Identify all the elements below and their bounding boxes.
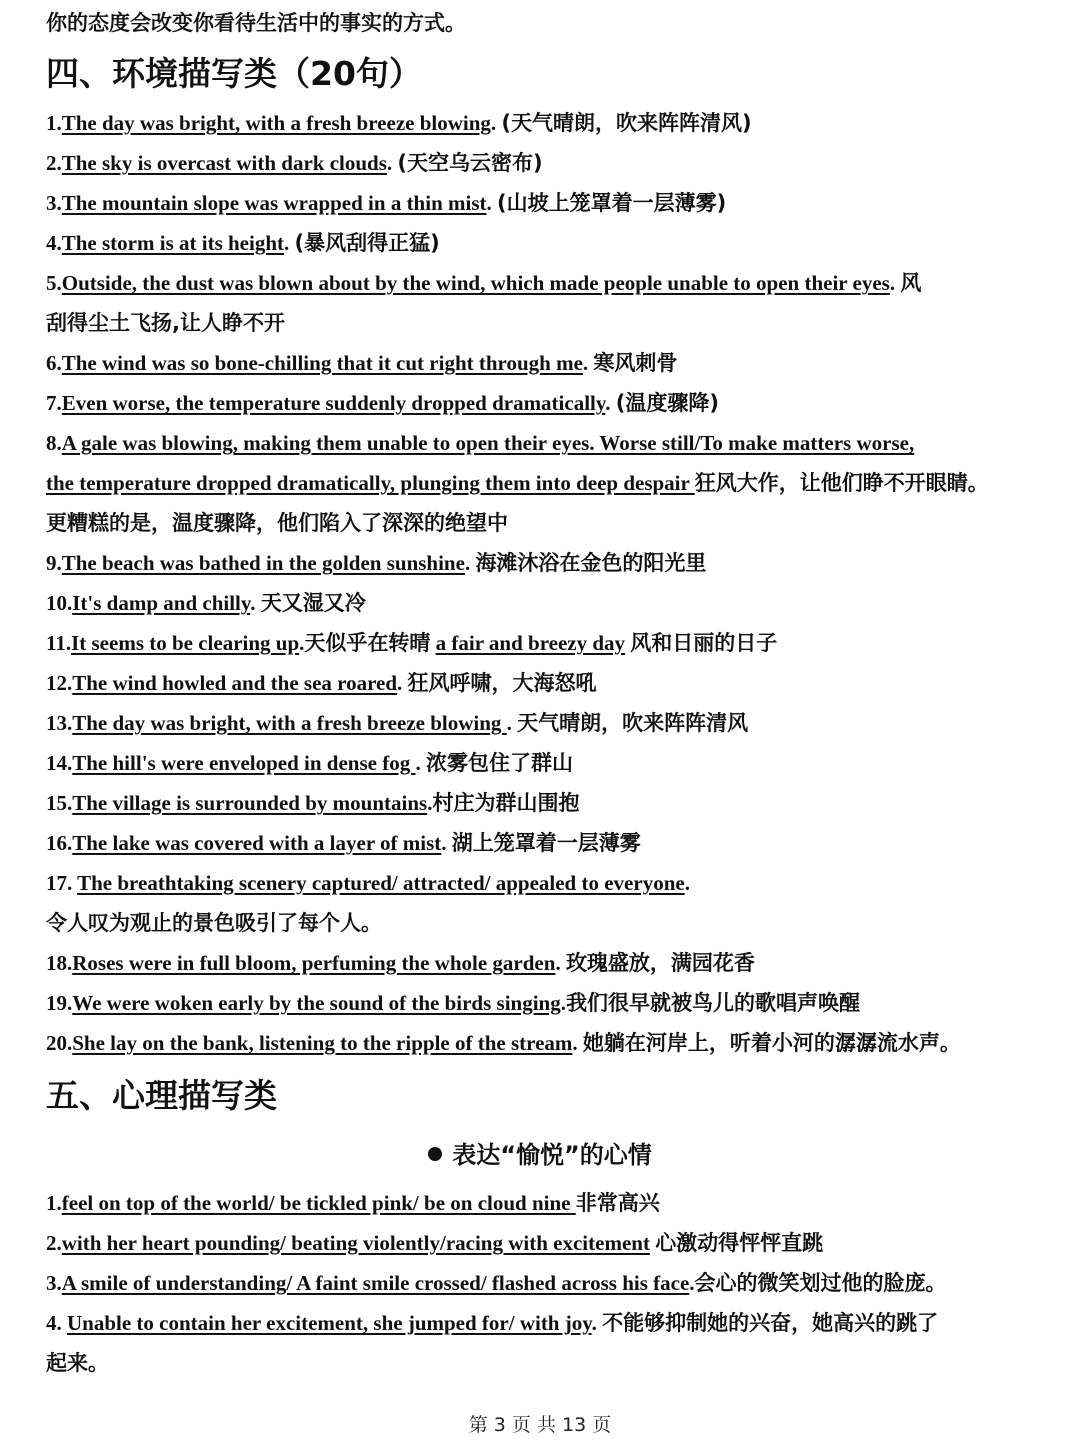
english-phrase: feel on top of the world/ be tickled pink/ be on cloud nine [61,1191,576,1215]
chinese-translation: 寒风刺骨 [593,351,678,375]
chinese-translation: 非常高兴 [575,1191,660,1215]
english-phrase: The mountain slope was wrapped in a thin mist [61,191,487,215]
punctuation: . [486,191,497,215]
punctuation: . [889,271,901,295]
english-phrase: She lay on the bank, listening to the ripple of the stream [72,1031,573,1055]
item-number: 1. [46,1191,62,1215]
english-phrase: The village is surrounded by mountains [72,791,428,815]
punctuation: . [427,791,433,815]
chinese-translation: 村庄为群山围抱 [432,791,580,815]
chinese-translation: (山坡上笼罩着一层薄雾) [497,191,727,215]
chinese-translation: (暴风刮得正猛) [294,231,440,255]
chinese-translation: 天气晴朗，吹来阵阵清风 [517,711,749,735]
english-phrase: The hill's were enveloped in dense fog [72,751,416,775]
list-item [46,988,1040,1018]
list-item [46,588,1040,618]
english-phrase: The storm is at its height [61,231,284,255]
list-item [46,388,1040,418]
chinese-translation: 刮得尘土飞扬,让人睁不开 [46,311,285,335]
list-item [46,748,1040,778]
intro-line: 你的态度会改变你看待生活中的事实的方式。 [46,11,466,35]
chinese-translation: 风和日丽的日子 [630,631,778,655]
punctuation: . [299,631,305,655]
list-item [46,1188,1040,1218]
punctuation: . [560,991,566,1015]
chinese-translation: 天又湿又冷 [260,591,366,615]
english-phrase: Unable to contain her excitement, she jumped for/ with joy [67,1311,592,1335]
item-number: 12. [46,671,73,695]
english-phrase: Outside, the dust was blown about by the wind, which made people unable to open their eyes [61,271,890,295]
list-item [46,1028,1040,1058]
section-5-title: 五、心理描写类 [46,1076,277,1115]
english-phrase: The breathtaking scenery captured/ attracted/ appealed to everyone [77,871,685,895]
item-number: 2. [46,151,62,175]
item-number: 11. [46,631,72,655]
chinese-translation: 湖上笼罩着一层薄雾 [451,831,641,855]
item-number: 20. [46,1031,73,1055]
chinese-translation: 不能够抑制她的兴奋，她高兴的跳了 [602,1311,939,1335]
punctuation: . [591,1311,603,1335]
list-item [46,428,1040,458]
chinese-translation: 风 [900,271,922,295]
item-number: 5. [46,271,62,295]
punctuation: . [605,391,616,415]
english-phrase: A smile of understanding/ A faint smile crossed/ flashed across his face [61,1271,690,1295]
chinese-translation: 狂风呼啸，大海怒吼 [407,671,597,695]
list-item [46,1268,1040,1298]
english-phrase: Roses were in full bloom, perfuming the whole garden [72,951,556,975]
english-phrase: The day was bright, with a fresh breeze blowing [61,111,491,135]
list-item-continuation [46,468,1040,498]
punctuation: . [464,551,476,575]
subheading-text: 表达“愉悦”的心情 [452,1141,652,1169]
item-number: 15. [46,791,73,815]
list-item [46,1228,1040,1258]
item-number: 16. [46,831,73,855]
item-number: 7. [46,391,62,415]
english-phrase: The beach was bathed in the golden sunshine [61,551,465,575]
list-item [46,708,1040,738]
item-number: 8. [46,431,62,455]
item-number: 17. [46,871,78,895]
punctuation: . [441,831,452,855]
list-item [46,628,1040,658]
punctuation: . [689,1271,695,1295]
punctuation: . [684,871,690,895]
punctuation: . [397,671,408,695]
english-phrase: The sky is overcast with dark clouds [61,151,387,175]
english-phrase: It seems to be clearing up [71,631,300,655]
item-number: 4. [46,1311,67,1335]
page-footer: 第 3 页 共 13 页 [468,1414,612,1436]
punctuation: . [250,591,261,615]
list-item [46,828,1040,858]
chinese-translation: 海滩沐浴在金色的阳光里 [475,551,707,575]
list-item-continuation [46,508,1040,538]
chinese-translation: 浓雾包住了群山 [425,751,573,775]
punctuation: . [506,711,518,735]
chinese-translation: 心激动得怦怦直跳 [655,1231,824,1255]
punctuation: . [555,951,566,975]
english-phrase: the temperature dropped dramatically, plunging them into deep despair [46,471,695,495]
chinese-translation: 狂风大作，让他们睁不开眼睛。 [694,471,989,495]
list-item [46,548,1040,578]
bullet-dot-icon [428,1147,442,1161]
chinese-translation: 她躺在河岸上，听着小河的潺潺流水声。 [582,1031,961,1055]
list-item [46,788,1040,818]
punctuation: . [284,231,295,255]
english-phrase: It's damp and chilly [72,591,251,615]
item-number: 3. [46,191,62,215]
english-phrase: a fair and breezy day [435,631,626,655]
list-item-continuation [46,308,1040,338]
list-item [46,108,1040,138]
english-phrase: The wind howled and the sea roared [72,671,398,695]
item-number: 6. [46,351,62,375]
english-phrase: We were woken early by the sound of the birds singing [72,991,561,1015]
subheading-joy [0,1138,1080,1172]
chinese-translation: (天气晴朗，吹来阵阵清风) [501,111,752,135]
list-item [46,228,1040,258]
punctuation: . [582,351,594,375]
chinese-translation: 我们很早就被鸟儿的歌唱声唤醒 [566,991,860,1015]
punctuation: . [572,1031,583,1055]
english-phrase: The lake was covered with a layer of mist [72,831,442,855]
item-number: 4. [46,231,62,255]
chinese-translation: (天空乌云密布) [397,151,543,175]
english-phrase: with her heart pounding/ beating violently/racing with excitement [61,1231,650,1255]
list-item-continuation [46,1348,1040,1378]
chinese-translation: 天似乎在转晴 [304,631,431,655]
chinese-translation: 更糟糕的是，温度骤降，他们陷入了深深的绝望中 [46,511,508,535]
punctuation: . [490,111,502,135]
section-4-title: 四、环境描写类（20句） [46,54,422,93]
list-item [46,948,1040,978]
english-phrase: The wind was so bone-chilling that it cut right through me [61,351,583,375]
item-number: 10. [46,591,73,615]
list-item-continuation [46,908,1040,938]
list-item [46,668,1040,698]
chinese-translation: 会心的微笑划过他的脸庞。 [694,1271,947,1295]
english-phrase: Even worse, the temperature suddenly dropped dramatically [61,391,606,415]
list-item [46,868,1040,898]
item-number: 19. [46,991,73,1015]
item-number: 9. [46,551,62,575]
chinese-translation: 起来。 [46,1351,109,1375]
list-item [46,348,1040,378]
chinese-translation: (温度骤降) [615,391,719,415]
item-number: 1. [46,111,62,135]
list-item [46,188,1040,218]
english-phrase: A gale was blowing, making them unable to open their eyes. Worse still/To make matters worse, [61,431,915,455]
list-item [46,148,1040,178]
english-phrase: The day was bright, with a fresh breeze blowing [72,711,507,735]
list-item [46,268,1040,298]
item-number: 2. [46,1231,62,1255]
punctuation: . [386,151,398,175]
list-item [46,1308,1040,1338]
item-number: 14. [46,751,73,775]
item-number: 3. [46,1271,62,1295]
chinese-translation: 令人叹为观止的景色吸引了每个人。 [46,911,382,935]
item-number: 18. [46,951,73,975]
chinese-translation: 玫瑰盛放，满园花香 [565,951,755,975]
item-number: 13. [46,711,73,735]
punctuation: . [415,751,426,775]
